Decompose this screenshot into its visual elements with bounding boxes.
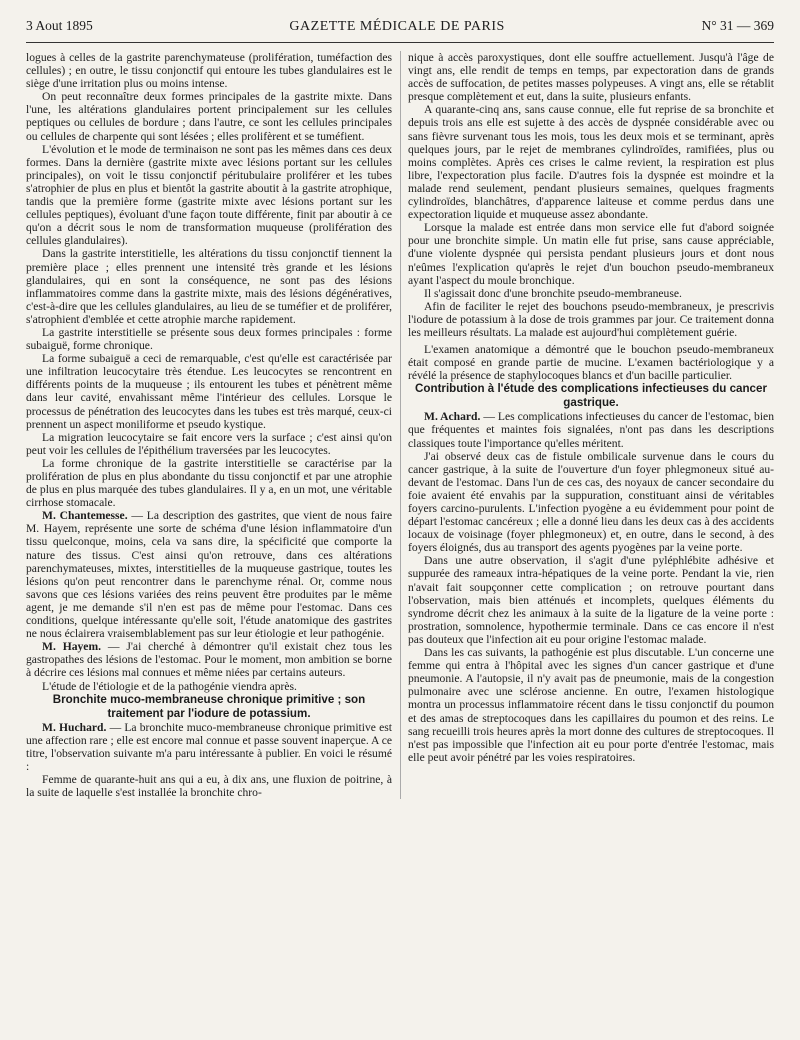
paragraph: logues à celles de la gastrite parenchymateuse (prolifération, tuméfaction des cellules) ; en outre, le tissu conjonctif qui entoure les tubes glandulaires est le siège d'une irritation plus ou moins intense. [26,51,392,91]
speaker-paragraph [26,721,392,773]
paragraph: Femme de quarante-huit ans qui a eu, à dix ans, une fluxion de poitrine, à la suite de laquelle s'est installée la bronchite chro- [26,772,392,800]
paragraph: La gastrite interstitielle se présente sous deux formes principales : forme subaiguë, forme chronique. [26,325,392,353]
section-title: Bronchite muco-membraneuse chronique primitive ; son traitement par l'iodure de potassium. [52,692,366,720]
paragraph: Dans la gastrite interstitielle, les altérations du tissu conjonctif tiennent la première place ; elles prennent une intensité très grande et les lésions glandulaires, qui en sont la conséquence, ne sont pas des lésions inflammatoires comme dans la gastrite mixte, mais des lésions dégénératives, c'est-à-dire que les cellules glandulaires, au lieu de se tuméfier et de proliférer, s'atrophient d'emblée et cette atrophie marche rapidement. [26,247,392,326]
paragraph: Dans les cas suivants, la pathogénie est plus discutable. L'un concerne une femme qui entra à l'hôpital avec les signes d'un cancer gastrique et d'une pneumonie. A l'autopsie, il n'y avait pas de pneumonie, mais de la congestion pulmonaire avec une sclérose ancienne. En outre, l'examen histologique montra un processus inflammatoire récent dans le tissu conjonctif du poumon et des amas de streptocoques dans les capillaires du poumon et des reins. Le sang recueilli trois heures après la mort donne des cultures de streptocoques. Il n'est pas impossible que l'infection ait eu pour porte d'entrée l'estomac, mais elle peut avoir pénétré par les voies respiratoires. [408,646,774,764]
article-columns [26,51,774,799]
speaker-text: — La bronchite muco-membraneuse chronique primitive est une affection rare ; elle est encore mal connue et passe souvent inaperçue. A ce titre, l'observation suivante m'a paru intéressante à publier. En voici le résumé : [26,720,392,773]
paragraph: On peut reconnaître deux formes principales de la gastrite mixte. Dans l'une, les altérations glandulaires portent principalement sur les cellules peptiques ou cellules de bordure ; dans l'autre, ce sont les cellules principales ou cellules de charpente qui sont lésées ; elles prolifèrent et se tuméfient. [26,90,392,143]
right-column [408,51,774,799]
paragraph: A quarante-cinq ans, sans cause connue, elle fut reprise de sa bronchite et depuis trois ans elle est sujette à des accès de dyspnée considérable avec ou sans fièvre survenant tous les mois, tous les deux mois et se terminant, après quelques jours, par le rejet de membranes cylindroïdes, ramifiées, plus ou moins complètes. Après ces crises le calme revient, la respiration est plus libre, l'expectoration plus facile. D'autres fois la dyspnée est moindre et la malade rend seulement, pendant plusieurs semaines, quelques fragments cylindroïdes, blanchâtres, d'apparence laiteuse et comme perdus dans une expectoration liquide et muqueuse assez abondante. [408,103,774,222]
speaker-paragraph [26,509,392,640]
speaker-name: M. Hayem. [42,640,102,654]
speaker-text: — La description des gastrites, que vient de nous faire M. Hayem, représente une sorte de schéma d'une lésion inflammatoire d'un tissu quelconque, moins, cela va sans dire, la spécificité que comporte la nature des tissus. C'est ainsi qu'on retrouve, dans ces altérations parenchymateuses, mixtes, interstitielles de la muqueuse gastrique, toutes les lésions qu'on peut rencontrer dans le parenchyme rénal. Or, comme nous savons que ces lésions variées des reins peuvent être produites par le même agent, je me demande s'il n'en est pas de même pour l'estomac. Dans ces conditions, quelque intéressante qu'elle soit, l'étude anatomique des gastrites ne nous éclairera vraisemblablement pas sur leur étiologie et leur pathogénie. [26,509,392,641]
speaker-name: M. Chantemesse. [42,509,128,523]
speaker-paragraph [26,640,392,679]
speaker-name: M. Achard. [424,410,481,424]
paragraph: L'examen anatomique a démontré que le bouchon pseudo-membraneux était composé en grande partie de mucine. L'examen bactériologique y a révélé la présence de staphylocoques blancs et d'un bacille particulier. [408,343,774,383]
issue-number-page: N° 31 — 369 [701,18,774,33]
paragraph: Afin de faciliter le rejet des bouchons pseudo-membraneux, je prescrivis l'iodure de potassium à la dose de trois grammes par jour. Ce traitement donna les meilleurs résultats. La malade est aujourd'hui complètement guérie. [408,299,774,339]
speaker-text: — J'ai cherché à démontrer qu'il existait chez tous les gastropathes des lésions de l'estomac. Pour le moment, mon ambition se borne à décrire ces lésions mal connues et même niées par certains auteurs. [26,640,392,680]
paragraph: L'évolution et le mode de terminaison ne sont pas les mêmes dans ces deux formes. Dans la dernière (gastrite mixte avec lésions portant sur les cellules principales), on voit le tissu conjonctif péritubulaire proliférer et les tubes s'atrophier de plus en plus et bientôt la gastrite aboutit à la gastrite atrophique, tandis que la première forme (gastrite mixte avec lésions portant sur les cellules peptiques), évoluant d'une façon toute différente, finit par aboutir à ce qu'on a décrit sous le nom de transformation muqueuse (prolifération des cellules glandulaires). [26,142,392,248]
paragraph: La migration leucocytaire se fait encore vers la surface ; c'est ainsi qu'on peut voir les cellules de l'épithélium traversées par les leucocytes. [26,430,392,457]
journal-title: GAZETTE MÉDICALE DE PARIS [289,19,505,34]
page-header [26,18,774,43]
paragraph: J'ai observé deux cas de fistule ombilicale survenue dans le cours du cancer gastrique, à la suite de l'ouverture d'un foyer phlegmoneux situé au-devant de l'estomac. Dans l'un de ces cas, des noyaux de cancer secondaire du foie avaient été envahis par la suppuration, constituant ainsi de véritables foyers carcino-purulents. L'infection pyogène a eu évidemment pour point de départ l'estomac cancéreux ; elle a donné lieu dans les deux cas à des accidents locaux de voisinage (foyer phlegmoneux) et, en outre, dans le second, à des foyers éloignés, dus au transport des agents pyogènes par la veine porte. [408,449,774,555]
paragraph: L'étude de l'étiologie et de la pathogénie viendra après. [42,679,297,693]
left-column [26,51,392,799]
issue-date: 3 Aout 1895 [26,18,93,33]
paragraph: Dans une autre observation, il s'agit d'une pyléphlébite adhésive et suppurée des rameaux intra-hépatiques de la veine porte. Pendant la vie, rien n'avait fait soupçonner cette complication ; on retrouve pourtant dans l'observation, mais bien atténués et incomplets, quelques éléments du syndrome décrit chez les animaux à la suite de la ligature de la veine porte : prostration, somnolence, hypothermie terminale. Dans ce cas encore il n'est pas douteux que l'infection ait eu pour origine l'estomac malade. [408,554,774,646]
paragraph: La forme chronique de la gastrite interstitielle se caractérise par la prolifération de plus en plus abondante du tissu conjonctif et par une atrophie de plus en plus marquée des tubes glandulaires. Il y a, en un mot, une véritable cirrhose stomacale. [26,456,392,510]
paragraph: nique à accès paroxystiques, dont elle souffre actuellement. Jusqu'à l'âge de vingt ans, elle rendit de temps en temps, par expectoration dans de grands accès de suffocation, de petites masses polypeuses. A vingt ans, elle se rétablit presque complètement et eut, dans la suite, plusieurs enfants. [408,51,774,104]
section-title: Contribution à l'étude des complications infectieuses du cancer gastrique. [415,382,767,410]
paragraph: Il s'agissait donc d'une bronchite pseudo-membraneuse. [424,286,682,300]
speaker-name: M. Huchard. [42,720,107,734]
speaker-text: — Les complications infectieuses du cancer de l'estomac, bien que fréquentes et maintes fois signalées, n'ont pas dans les descriptions classiques toute l'importance qu'elles méritent. [408,410,775,450]
paragraph: Lorsque la malade est entrée dans mon service elle fut d'abord soignée pour une bronchite simple. Un matin elle fut prise, sans cause appréciable, d'une violente dyspnée qui persista pendant plusieurs jours et dont nous n'eûmes l'explication qu'après le rejet d'un bouchon pseudo-membraneux ayant l'aspect du moule bronchique. [408,221,774,287]
paragraph: La forme subaiguë a ceci de remarquable, c'est qu'elle est caractérisée par une infiltration leucocytaire très étendue. Les leucocytes se rencontrent en différents points de la muqueuse ; ils entourent les tubes et pénètrent même dans leur cavité, envahissant même l'intérieur des cellules. Lorsque le processus de pénétration des leucocytes dans les tubes est très marqué, ceux-ci prennent un aspect moniliforme et pseudo kystique. [26,352,392,431]
speaker-paragraph [408,410,774,449]
column-divider [400,51,401,799]
